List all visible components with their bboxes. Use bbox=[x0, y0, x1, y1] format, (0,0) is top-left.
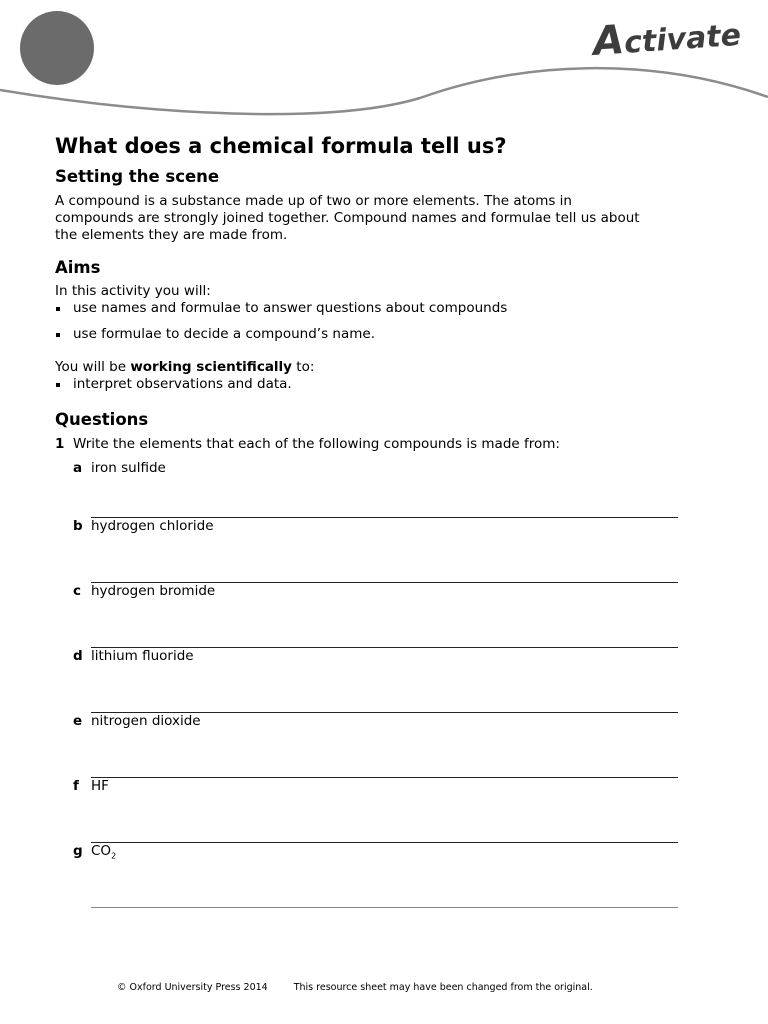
activate-logo bbox=[588, 9, 742, 65]
subquestion-d bbox=[55, 648, 695, 713]
setting-the-scene-text: A compound is a substance made up of two or more elements. The atoms in compounds are strongly joined together. Compound names and formulae tell us about the elements they are made from. bbox=[55, 193, 640, 243]
subquestion-text: hydrogen chloride bbox=[91, 518, 214, 534]
copyright-text: © Oxford University Press 2014 bbox=[117, 982, 268, 993]
footer-note: This resource sheet may have been changed from the original. bbox=[293, 982, 593, 993]
aims-list bbox=[55, 300, 695, 343]
ws-item-text: interpret observations and data. bbox=[73, 376, 292, 392]
subquestion-letter: c bbox=[73, 583, 82, 599]
working-scientifically-list bbox=[55, 376, 695, 393]
subquestion-letter: b bbox=[73, 518, 83, 534]
list-item bbox=[55, 376, 695, 393]
subquestion-a bbox=[55, 460, 695, 518]
subquestion-f bbox=[55, 778, 695, 843]
subquestion-text: lithium fluoride bbox=[91, 648, 194, 664]
aims-heading: Aims bbox=[55, 258, 101, 277]
subquestion-text: hydrogen bromide bbox=[91, 583, 216, 599]
header-banner bbox=[0, 0, 768, 130]
decorative-circle bbox=[20, 11, 94, 85]
answer-line[interactable] bbox=[91, 907, 678, 908]
header-curve bbox=[0, 68, 768, 114]
aims-intro: In this activity you will: bbox=[55, 283, 211, 299]
aim-text: use names and formulae to answer questions about compounds bbox=[73, 300, 508, 316]
page-title: What does a chemical formula tell us? bbox=[55, 134, 507, 158]
subquestion-text bbox=[91, 843, 116, 865]
subquestion-c bbox=[55, 583, 695, 648]
activate-logo-rest: ctivate bbox=[623, 17, 743, 61]
list-item bbox=[55, 326, 695, 343]
subquestion-b bbox=[55, 518, 695, 583]
subquestion-e bbox=[55, 713, 695, 778]
formula-subscript: 2 bbox=[111, 851, 117, 861]
subquestion-text: HF bbox=[91, 778, 109, 794]
aim-text: use formulae to decide a compound’s name. bbox=[73, 326, 375, 342]
subquestion-g bbox=[55, 843, 695, 908]
ws-bold: working scientifically bbox=[130, 359, 292, 375]
question-number: 1 bbox=[55, 436, 65, 452]
question-1 bbox=[55, 436, 695, 453]
worksheet-content bbox=[55, 132, 695, 908]
subquestion-letter: a bbox=[73, 460, 83, 476]
ws-before: You will be bbox=[55, 359, 131, 375]
questions-heading: Questions bbox=[55, 410, 149, 429]
working-scientifically-intro bbox=[55, 359, 695, 376]
formula-base: CO bbox=[91, 843, 112, 859]
ws-after: to: bbox=[291, 359, 315, 375]
subquestion-text: iron sulfide bbox=[91, 460, 166, 476]
question-text: Write the elements that each of the following compounds is made from: bbox=[73, 436, 560, 452]
subquestion-letter: f bbox=[73, 778, 79, 794]
list-item bbox=[55, 300, 695, 317]
subquestion-letter: g bbox=[73, 843, 83, 859]
activate-logo-initial: A bbox=[591, 16, 626, 65]
subquestion-letter: d bbox=[73, 648, 83, 664]
bullet-icon bbox=[56, 333, 60, 337]
bullet-icon bbox=[56, 383, 60, 387]
bullet-icon bbox=[56, 307, 60, 311]
setting-the-scene-heading: Setting the scene bbox=[55, 167, 220, 186]
subquestion-text: nitrogen dioxide bbox=[91, 713, 201, 729]
subquestion-letter: e bbox=[73, 713, 83, 729]
footer bbox=[117, 982, 593, 994]
